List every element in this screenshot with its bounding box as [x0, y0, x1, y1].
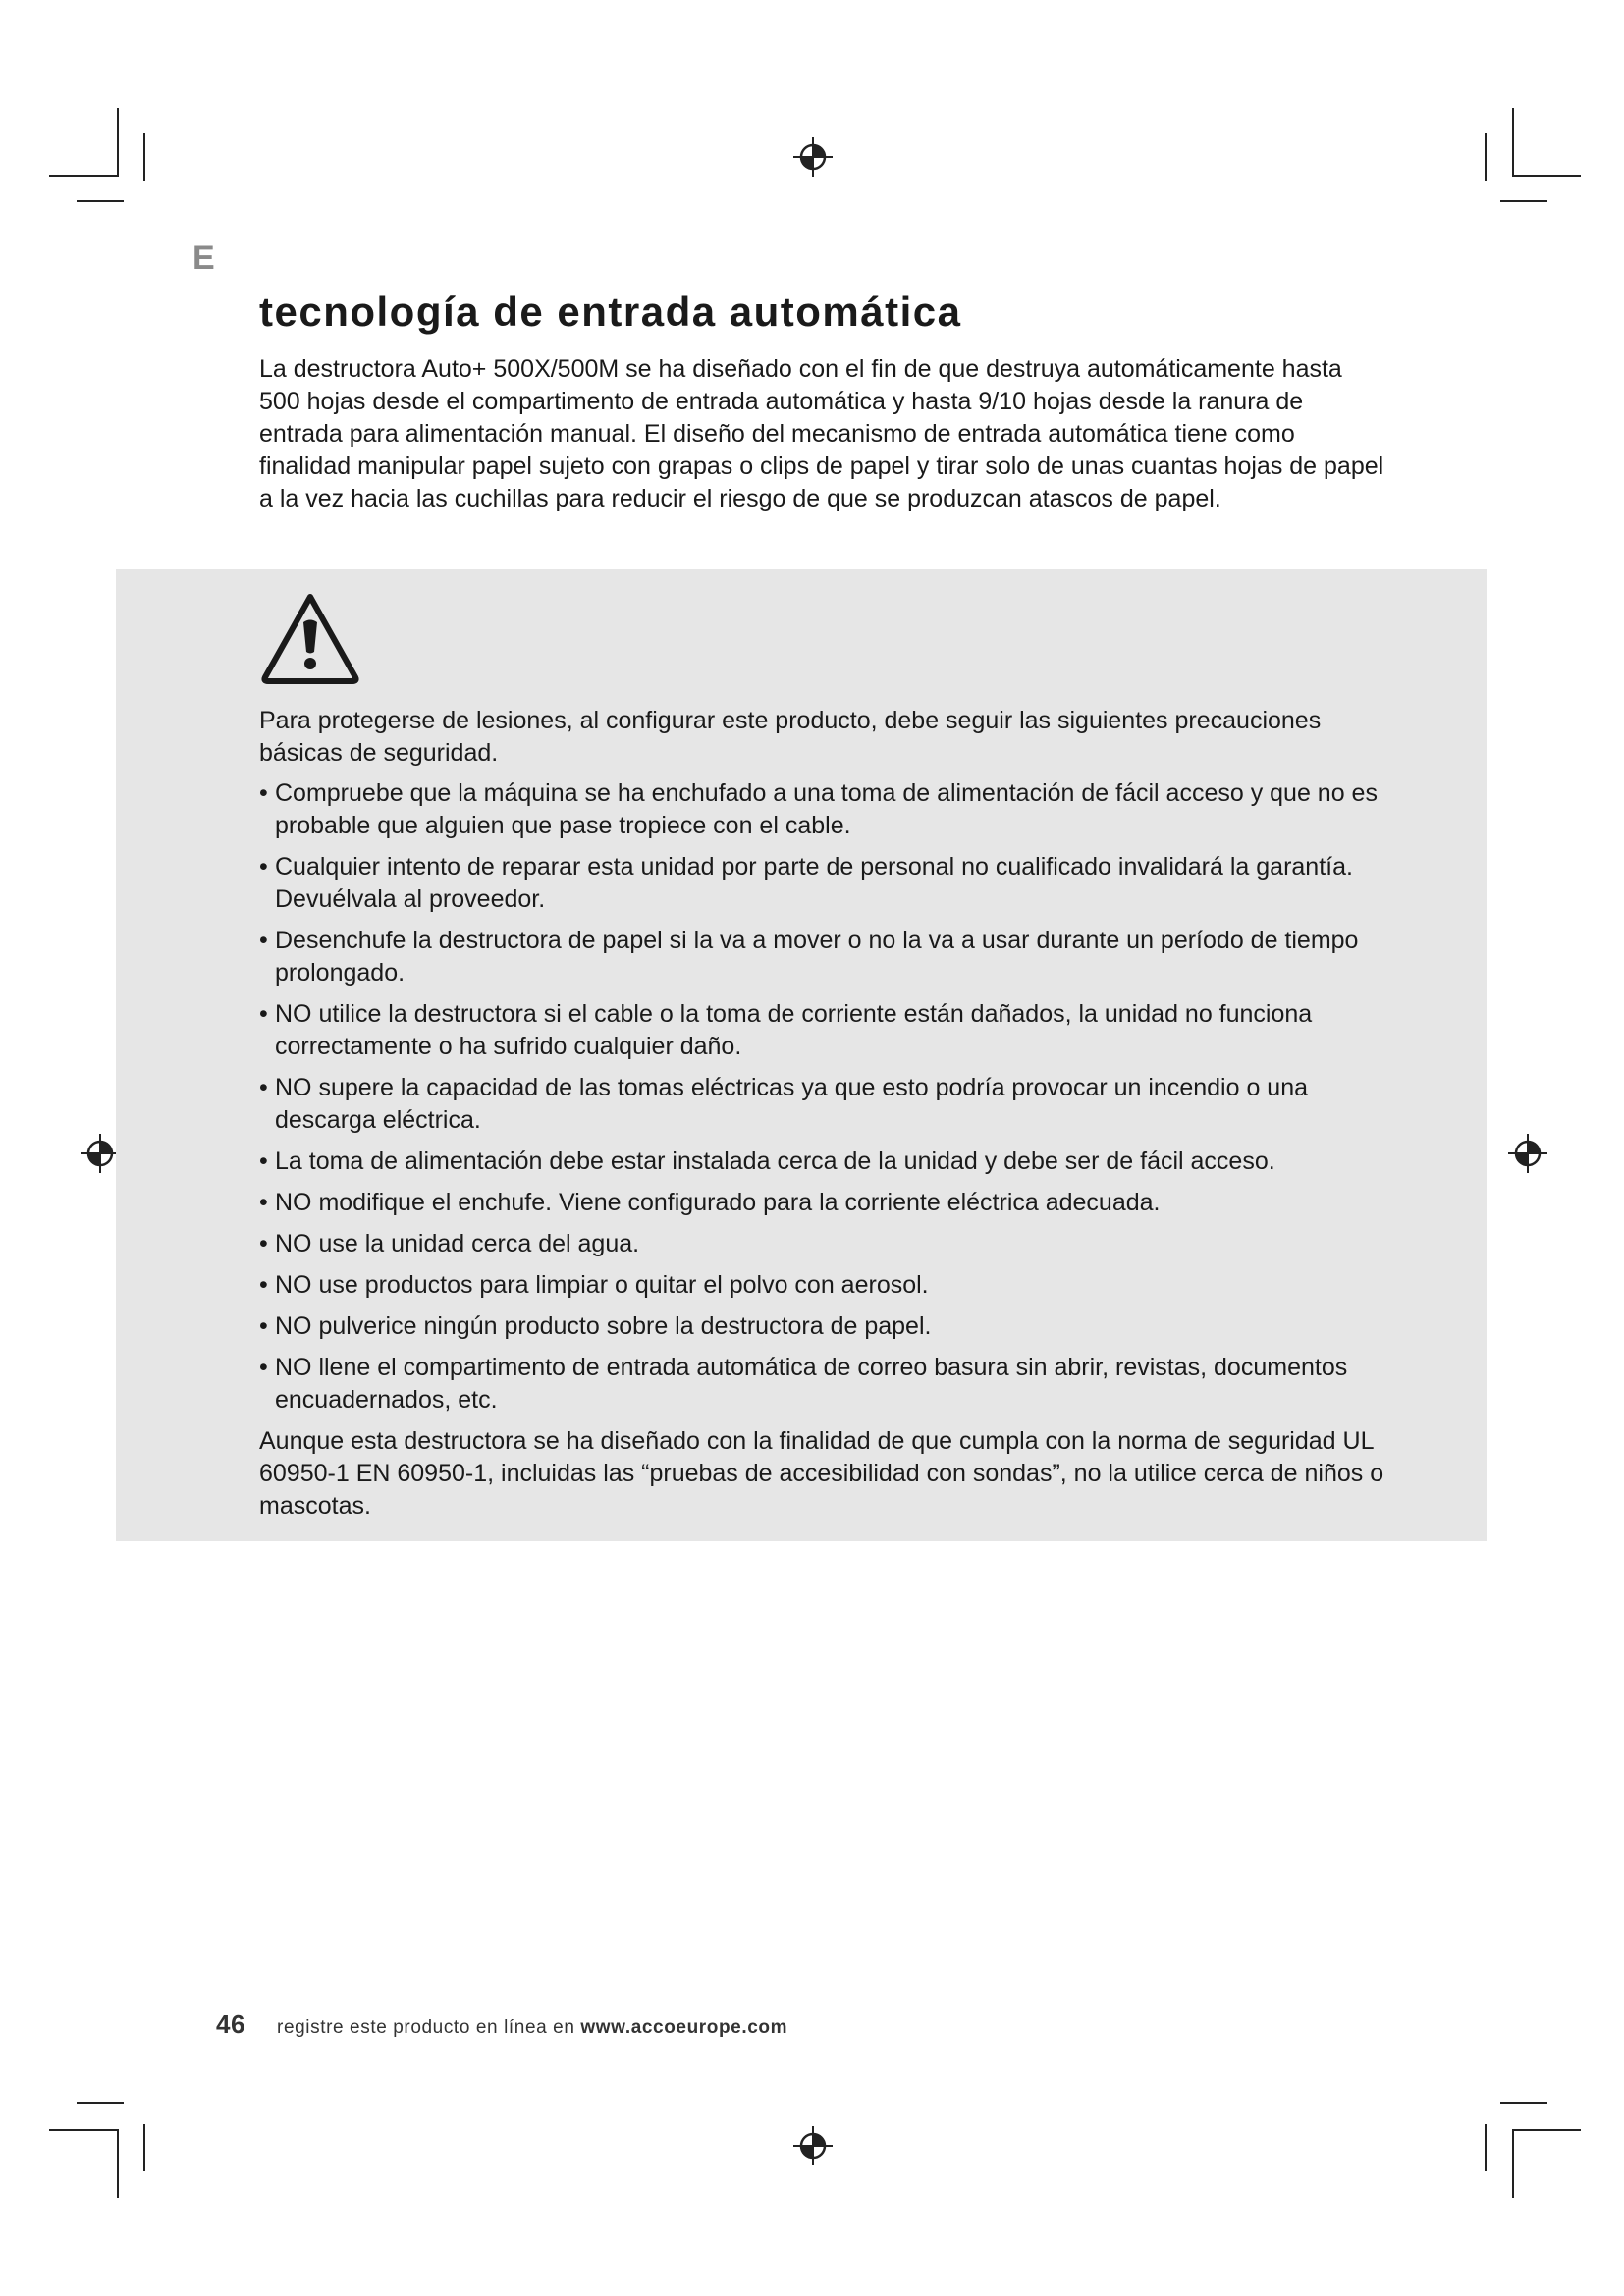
- list-item: • NO use la unidad cerca del agua.: [259, 1230, 640, 1257]
- warning-lead: Para protegerse de lesiones, al configurar este producto, debe seguir las siguientes precauciones básicas de seguridad.: [259, 707, 1322, 767]
- warning-triangle-icon: [259, 591, 361, 685]
- crop-mark: [1512, 175, 1581, 177]
- footer-url-link[interactable]: www.accoeurope.com: [580, 2017, 788, 2038]
- list-item: • Cualquier intento de reparar esta unidad por parte de personal no cualificado invalidará la garantía. Devuélvala al proveedor.: [259, 853, 1353, 913]
- crop-mark: [1485, 133, 1487, 181]
- crop-mark: [1512, 2129, 1581, 2131]
- list-item: • NO use productos para limpiar o quitar el polvo con aerosol.: [259, 1271, 929, 1299]
- registration-mark-icon: [791, 2124, 835, 2167]
- safety-list: [259, 777, 1388, 1416]
- warning-closing: Aunque esta destructora se ha diseñado con la finalidad de que cumpla con la norma de seguridad UL 60950-1 EN 60950-1, incluidas las “pruebas de accesibilidad con sondas”, no la utilice cerca de niños o mascotas.: [259, 1427, 1384, 1520]
- footer-text: registre este producto en línea en: [277, 2017, 575, 2038]
- list-item: • Desenchufe la destructora de papel si la va a mover o no la va a usar durante un período de tiempo prolongado.: [259, 927, 1359, 987]
- crop-mark: [77, 200, 124, 202]
- safety-warning-box: [116, 569, 1487, 1541]
- crop-mark: [143, 2124, 145, 2171]
- list-item: • La toma de alimentación debe estar instalada cerca de la unidad y debe ser de fácil acceso.: [259, 1148, 1275, 1175]
- crop-mark: [117, 2129, 119, 2198]
- crop-mark: [1500, 200, 1547, 202]
- crop-mark: [77, 2102, 124, 2104]
- intro-paragraph: La destructora Auto+ 500X/500M se ha diseñado con el fin de que destruya automáticamente hasta 500 hojas desde el compartimento de entrada automática y hasta 9/10 hojas desde la ranura de entrada para alimentación manual. El diseño del mecanismo de entrada automática tiene como finalidad manipular papel sujeto con grapas o clips de papel y tirar solo de unas cuantas hojas de papel a la vez hacia las cuchillas para reducir el riesgo de que se produzcan atascos de papel.: [259, 355, 1384, 512]
- crop-mark: [1500, 2102, 1547, 2104]
- crop-mark: [1485, 2124, 1487, 2171]
- list-item: • NO pulverice ningún producto sobre la destructora de papel.: [259, 1312, 932, 1340]
- crop-mark: [49, 2129, 118, 2131]
- crop-mark: [49, 175, 118, 177]
- list-item: • Compruebe que la máquina se ha enchufado a una toma de alimentación de fácil acceso y que no es probable que alguien que pase tropiece con el cable.: [259, 779, 1378, 839]
- registration-mark-icon: [1506, 1132, 1549, 1175]
- section-letter: E: [192, 240, 215, 277]
- list-item: • NO modifique el enchufe. Viene configurado para la corriente eléctrica adecuada.: [259, 1189, 1161, 1216]
- crop-mark: [1512, 108, 1514, 177]
- crop-mark: [1512, 2129, 1514, 2198]
- list-item: • NO llene el compartimento de entrada automática de correo basura sin abrir, revistas, documentos encuadernados, etc.: [259, 1354, 1348, 1414]
- list-item: • NO utilice la destructora si el cable o la toma de corriente están dañados, la unidad no funciona correctamente o ha sufrido cualquier daño.: [259, 1000, 1313, 1060]
- warning-text: [259, 705, 1388, 1522]
- page-number: 46: [216, 2009, 246, 2039]
- page-footer: [216, 2009, 787, 2040]
- crop-mark: [143, 133, 145, 181]
- registration-mark-icon: [791, 135, 835, 179]
- page-title: tecnología de entrada automática: [259, 289, 962, 335]
- list-item: • NO supere la capacidad de las tomas eléctricas ya que esto podría provocar un incendio o una descarga eléctrica.: [259, 1074, 1309, 1134]
- crop-mark: [117, 108, 119, 177]
